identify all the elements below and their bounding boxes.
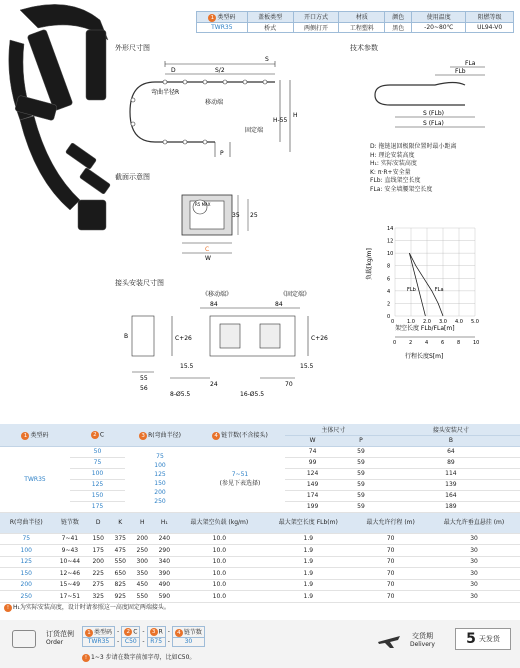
spec-header-cell: 开口方式	[293, 12, 339, 23]
delivery-title: 交货期	[412, 632, 433, 640]
chart-x2label: 行程长度S[m]	[405, 353, 444, 360]
cable-chain-photo	[0, 0, 120, 250]
table-cell: 125	[0, 556, 53, 568]
tech-diagram	[355, 55, 515, 135]
tech-note: FLa: 安全墙腰架空长度	[370, 185, 433, 193]
subheader-w: W	[285, 435, 340, 446]
y-tick-label: 4	[387, 288, 391, 295]
table-cell: 300	[131, 556, 153, 568]
cell-links: 7~51 (参见下表选择)	[195, 446, 285, 512]
spec-value-row	[197, 22, 514, 32]
x2-tick-label: 2	[409, 340, 413, 346]
table-cell: 225	[87, 568, 109, 580]
table-cell: 30	[428, 545, 520, 557]
table-cell: 550	[131, 591, 153, 603]
table-cell: 10.0	[175, 545, 263, 557]
table-cell: 70	[353, 591, 428, 603]
table-row	[0, 556, 520, 568]
dim-s: S	[265, 56, 269, 63]
tech-title: 技术参数	[350, 44, 378, 52]
y-tick-label: 0	[387, 314, 391, 320]
dim-h: H	[293, 112, 298, 119]
table-cell: 475	[109, 545, 131, 557]
outline-diagram	[115, 52, 305, 167]
chart-xlabel: 架空长度 FLb/FLa[m]	[395, 325, 455, 332]
dim-c26: C+26	[175, 335, 192, 342]
x-tick-label: 3.0	[439, 319, 447, 325]
dim-84a: 84	[210, 301, 218, 308]
header-c: 2 C	[70, 424, 125, 446]
spec-header-cell: 材质	[339, 12, 385, 23]
sfla-label: S (FLa)	[423, 120, 444, 127]
table-cell: 240	[153, 533, 175, 545]
y-tick-label: 10	[387, 251, 394, 258]
section-diagram	[170, 185, 260, 260]
delivery-days-label: 天发货	[478, 635, 500, 643]
spec-value-cell: -20~80℃	[412, 22, 466, 32]
delivery-days: 5	[466, 631, 476, 647]
table-cell: 30	[428, 533, 520, 545]
dim-56: 56	[140, 385, 148, 392]
table-cell: 1.9	[263, 556, 353, 568]
move-end-label: 移动端	[205, 99, 224, 106]
connector-diagram	[110, 288, 335, 398]
table-cell: 390	[153, 568, 175, 580]
table-cell: 70	[353, 533, 428, 545]
series-line-FLb	[409, 253, 425, 316]
table-cell: 1.9	[263, 579, 353, 591]
tech-note: H: 理论安装高度	[370, 151, 415, 159]
header-body: 主体尺寸	[285, 424, 382, 435]
y-tick-label: 12	[387, 238, 394, 245]
table-cell: 10.0	[175, 568, 263, 580]
dim-h55: H-55	[273, 117, 288, 124]
delivery-title-en: Delivery	[410, 641, 435, 648]
tech-note: H₁: 实际安装高度	[370, 160, 417, 167]
table-cell: 75	[0, 533, 53, 545]
table-row	[0, 579, 520, 591]
flb-label: FLb	[455, 68, 466, 75]
header-type: 1 类型码	[0, 424, 70, 446]
spec-header-row	[197, 12, 514, 23]
table-cell: 1.9	[263, 591, 353, 603]
dim-d: D	[171, 67, 176, 74]
chart-ylabel: 负载[kg/m]	[366, 248, 373, 280]
airplane-icon	[376, 630, 402, 650]
table-cell: 10~44	[53, 556, 88, 568]
x2-tick-label: 6	[441, 340, 445, 346]
performance-table	[0, 513, 520, 603]
x2-tick-label: 8	[457, 340, 461, 346]
table-cell: 200	[87, 556, 109, 568]
dim-84b: 84	[275, 301, 283, 308]
table-row	[0, 545, 520, 557]
performance-header-row: R(弯曲半径) 链节数 D K H H₁ 最大架空负载 (kg/m) 最大架空长度 FLb(m) 最大允许行程 (m) 最大允许垂直悬挂 (m)	[0, 513, 520, 533]
order-header-row: 1 类型码 - 2 C - 3 R - 4 链节数	[83, 627, 205, 638]
table-row: 100 124 59 114	[0, 468, 520, 479]
table-cell: 650	[109, 568, 131, 580]
dim-p: P	[220, 150, 224, 157]
order-note: ! 1~3 步请在数字前加字母，比如C50。	[82, 652, 195, 662]
table-cell: 550	[109, 556, 131, 568]
spec-value-cell: 工程塑料	[339, 22, 385, 32]
table-cell: 350	[131, 568, 153, 580]
order-icon	[12, 630, 36, 648]
fixed-end-label: 固定端	[245, 127, 264, 134]
table-cell: 70	[353, 579, 428, 591]
outline-title: 外形尺寸图	[115, 44, 150, 52]
table-cell: 30	[428, 579, 520, 591]
order-table	[82, 626, 205, 647]
table-cell: 925	[109, 591, 131, 603]
dim-35: 35	[232, 212, 240, 219]
table-cell: 1.9	[263, 545, 353, 557]
spec-value-cell: 两侧打开	[293, 22, 339, 32]
x-tick-label: 2.0	[423, 319, 431, 325]
table-note: ! H₁为实际安装高度，设计时请参照这一高度固定两端接头。	[4, 602, 170, 612]
y-tick-label: 8	[387, 263, 391, 270]
table-row	[0, 533, 520, 545]
table-cell: 10.0	[175, 591, 263, 603]
chart-grid	[395, 228, 475, 316]
dimension-table	[0, 424, 520, 513]
table-row: TWR35 50 75 100 125 150 200 250 7~51 (参见下表选择) 74 59 64	[0, 446, 520, 457]
rmax-label: R5 MAX	[195, 202, 211, 207]
table-cell: 30	[428, 568, 520, 580]
spec-header-cell: 颜色	[385, 12, 412, 23]
table-cell: 30	[428, 556, 520, 568]
x2-tick-label: 4	[425, 340, 429, 346]
table-cell: 70	[353, 556, 428, 568]
fla-label: FLa	[465, 60, 476, 67]
cell-type: TWR35	[0, 446, 70, 512]
table-cell: 325	[87, 591, 109, 603]
table-cell: 200	[131, 533, 153, 545]
table-cell: 250	[131, 545, 153, 557]
table-cell: 10.0	[175, 533, 263, 545]
spec-value-cell: 黑色	[385, 22, 412, 32]
table-cell: 30	[428, 591, 520, 603]
table-row	[0, 591, 520, 603]
dim-70: 70	[285, 381, 293, 388]
table-cell: 1.9	[263, 568, 353, 580]
series-label: FLb	[407, 286, 416, 293]
tech-note: FLb: 直线架空长度	[370, 177, 421, 184]
subheader-b: B	[382, 435, 520, 446]
dim-c26b: C+26	[311, 335, 328, 342]
table-cell: 275	[87, 579, 109, 591]
table-cell: 9~43	[53, 545, 88, 557]
spec-header-cell: 1 类型码	[197, 12, 248, 23]
y-tick-label: 6	[387, 276, 391, 283]
dim-c: C	[205, 246, 210, 253]
sflb-label: S (FLb)	[423, 110, 444, 117]
move-end-label-2: 《移动端》	[202, 291, 233, 298]
dim-15-5b: 15.5	[300, 363, 314, 370]
spec-value-cell: 桥式	[247, 22, 293, 32]
order-section	[0, 620, 520, 668]
table-cell: 12~46	[53, 568, 88, 580]
holes-16: 16-Ø5.5	[240, 391, 265, 398]
subheader-p: P	[340, 435, 382, 446]
dim-w: W	[205, 255, 211, 260]
table-cell: 490	[153, 579, 175, 591]
table-cell: 175	[87, 545, 109, 557]
table-row: 150 174 59 164	[0, 490, 520, 501]
table-cell: 100	[0, 545, 53, 557]
table-cell: 340	[153, 556, 175, 568]
table-row: 75 99 59 89	[0, 457, 520, 468]
spec-value-cell: TWR35	[197, 22, 248, 32]
fixed-end-label-2: 《固定端》	[280, 291, 311, 298]
table-cell: 10.0	[175, 579, 263, 591]
y-tick-label: 14	[387, 226, 394, 232]
table-cell: 70	[353, 545, 428, 557]
dim-15-5: 15.5	[180, 363, 194, 370]
x-tick-label: 0	[391, 319, 395, 325]
table-cell: 200	[0, 579, 53, 591]
table-row: 175 199 59 189	[0, 501, 520, 512]
tech-note: K: π·R+安全量	[370, 168, 411, 176]
section-title: 截面示意图	[115, 173, 150, 181]
header-r: 3 R(弯曲半径)	[125, 424, 195, 446]
dim-24: 24	[210, 381, 218, 388]
cell-r-list: 75 100 125 150 200 250	[125, 446, 195, 512]
tech-note: D: 拖链退回极限位置时最小距离	[370, 143, 457, 150]
cell-c: 50	[70, 446, 125, 457]
spec-table	[196, 11, 514, 33]
series-label: FLa	[434, 286, 444, 293]
chart-series	[407, 253, 444, 316]
table-cell: 7~41	[53, 533, 88, 545]
spec-header-cell: 盖板类型	[247, 12, 293, 23]
dim-25: 25	[250, 212, 258, 219]
table-cell: 375	[109, 533, 131, 545]
table-cell: 450	[131, 579, 153, 591]
series-line-FLa	[409, 253, 443, 316]
delivery-badge	[455, 628, 511, 650]
table-cell: 150	[87, 533, 109, 545]
order-value-row: TWR35 - C50 - R75 - 30	[83, 637, 205, 646]
table-cell: 15~49	[53, 579, 88, 591]
x2-tick-label: 0	[393, 340, 397, 346]
x-tick-label: 1.0	[407, 319, 415, 325]
table-row	[0, 568, 520, 580]
dim-55: 55	[140, 375, 148, 382]
x-tick-label: 5.0	[471, 319, 479, 325]
table-cell: 17~51	[53, 591, 88, 603]
spec-value-cell: UL94-V0	[466, 22, 514, 32]
connector-title: 接头安装尺寸图	[115, 279, 164, 287]
y-tick-label: 2	[387, 301, 391, 308]
spec-header-cell: 使用温度	[412, 12, 466, 23]
table-cell: 1.9	[263, 533, 353, 545]
bend-radius-label: 弯曲半径R	[151, 89, 180, 96]
load-chart	[365, 218, 495, 363]
header-links: 4 链节数(不含接头)	[195, 424, 285, 446]
table-cell: 825	[109, 579, 131, 591]
table-cell: 590	[153, 591, 175, 603]
table-cell: 150	[0, 568, 53, 580]
order-title-en: Order	[46, 639, 64, 646]
holes-8: 8-Ø5.5	[170, 391, 191, 398]
dimension-header-row	[0, 424, 520, 435]
x-tick-label: 4.0	[455, 319, 463, 325]
dim-b: B	[124, 333, 129, 340]
table-cell: 10.0	[175, 556, 263, 568]
table-cell: 70	[353, 568, 428, 580]
spec-header-cell: 阻燃等级	[466, 12, 514, 23]
x2-tick-label: 10	[473, 340, 480, 346]
table-cell: 250	[0, 591, 53, 603]
dim-s2: S/2	[215, 67, 225, 74]
tech-notes	[370, 143, 457, 194]
header-joint: 接头安装尺寸	[382, 424, 520, 435]
order-title: 订货范例	[46, 630, 74, 638]
table-cell: 290	[153, 545, 175, 557]
table-row: 125 149 59 139	[0, 479, 520, 490]
